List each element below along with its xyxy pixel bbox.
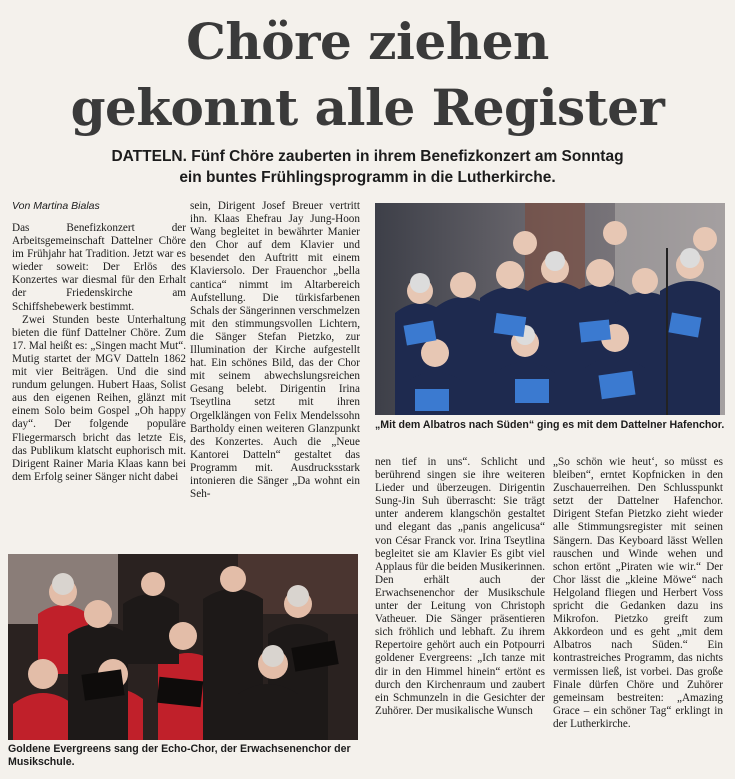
headline-line-1: Chöre ziehen	[186, 12, 549, 71]
article-column-2	[190, 200, 360, 548]
subheadline-line-2: ein buntes Frühlingsprogramm in die Lutherkirche.	[179, 169, 556, 186]
paragraph: nen tief in uns“. Schlicht und berührend singen sie ihre weiteren Lieder und überzeugen. Dirigentin Sung-Jin Suh überrascht: Sie trägt unter anderem klangschön gestaltet und elegant das „panis angelicusa“ von César Franck vor. Irina Tseytlina begleitet sie am Klavier Es gibt viel Applaus für die beiden Musikerinnen. Den erhält auch der Erwachsenenchor der Musikschule unter der Leitung von Christoph Vatheuer. Die Sänger präsentieren sich fröhlich und lebhaft. Zu ihrem Repertoire gehört auch ein Potpourri goldener Evergreens: „Ich tanze mit dir in den Himmel hinein“ ertönt es durch den Kirchenraum und zaubert ein Schmunzeln in die Gesichter der Zuhörer. Der musikalische Wunsch	[375, 456, 545, 717]
article-column-1	[12, 222, 186, 548]
paragraph: „So schön wie heut‘, so müsst es bleiben“, erntet Kopfnicken in den Zuschauerreihen. Den Schlusspunkt setzt der Dattelner Hafenchor. Dirigent Stefan Pietzko zieht wieder alle Stimmungsregister mit seinen Sängern. Das Keyboard lässt Wellen rauschen und Winde wehen und schon ertönt „Piraten wie wir.“ Der Chor lässt die „kleine Möwe“ nach Helgoland fliegen und Herbert Voss spricht die Gedanken dazu ins Mikrofon. Pietzko greift zum Akkordeon und es geht „mit dem Albatros nach Süden.“ Ein kontrastreiches Programm, das nichts vermissen ließ, ist vorbei. Das große Finale dürfen Chöre und Zuhörer gemeinsam bestreiten: „Amazing Grace – ein schöner Tag“ erklingt in der Lutherkirche.	[553, 456, 723, 730]
byline: Von Martina Bialas	[12, 200, 100, 212]
hafenchor-caption: „Mit dem Albatros nach Süden“ ging es mit dem Dattelner Hafenchor.	[375, 419, 725, 431]
paragraph: Zwei Stunden beste Unterhaltung bieten die fünf Dattelner Chöre. Zum 17. Mal heißt es: „Singen macht Mut“. Mutig startet der MGV Datteln 1862 mit vier Beiträgen. Und die sind rundum gelungen. Hubert Haas, Solist aus den eigenen Reihen, glänzt mit einem Solo beim Gospel „Oh happy day“. Der folgende populäre Fliegermarsch bricht das letzte Eis, das Publikum klatscht euphorisch mit. Dirigent Rainer Maria Klaas kann bei dem Erfolg seiner Sänger nicht dabei	[12, 313, 186, 483]
article-column-3	[375, 456, 545, 774]
headline-line-2: gekonnt alle Register	[70, 78, 665, 137]
subheadline-line-1: DATTELN. Fünf Chöre zauberten in ihrem Benefizkonzert am Sonntag	[111, 148, 624, 165]
hafenchor-photo	[375, 203, 725, 415]
article-column-4	[553, 456, 723, 774]
echo-chor-caption: Goldene Evergreens sang der Echo-Chor, der Erwachsenenchor der Musikschule.	[8, 743, 351, 768]
paragraph: sein, Dirigent Josef Breuer vertritt ihn. Klaas Ehefrau Jay Jung-Hoon Wang begleitet in bewährter Manier den Chor auf dem Klavier und besendet den Auftritt mit einem Klaviersolo. Der Frauenchor „bella cantica“ nimmt im Altarbereich Aufstellung. Die türkisfarbenen Schals der Sängerinnen verschmelzen mit den stimmungsvollen Lichtern, die Sänger Stefan Pietzko, zur Illumination der Kirche aufgestellt hat. Ein schönes Bild, das der Chor mit seinem abwechslungsreichen Gesang belebt. Dirigentin Irina Tseytlina setzt mit ihren Orgelklängen von Felix Mendelssohn Bartholdy einen weiteren Glanzpunkt des Konzertes. Auch die „Neue Kantorei Datteln“ gestaltet das Programm mit. Ausdrucksstark intonieren die Sänger „Da wohnt ein Seh-	[190, 200, 360, 501]
paragraph: Das Benefizkonzert der Arbeitsgemeinschaft Dattelner Chöre im Frühjahr hat Tradition. Jetzt war es wieder soweit: Der Erlös des Konzertes war diesmal für den Erhalt der Friedenskirche am Schiffshebewerk bestimmt.	[12, 222, 186, 313]
echo-chor-photo	[8, 554, 358, 740]
